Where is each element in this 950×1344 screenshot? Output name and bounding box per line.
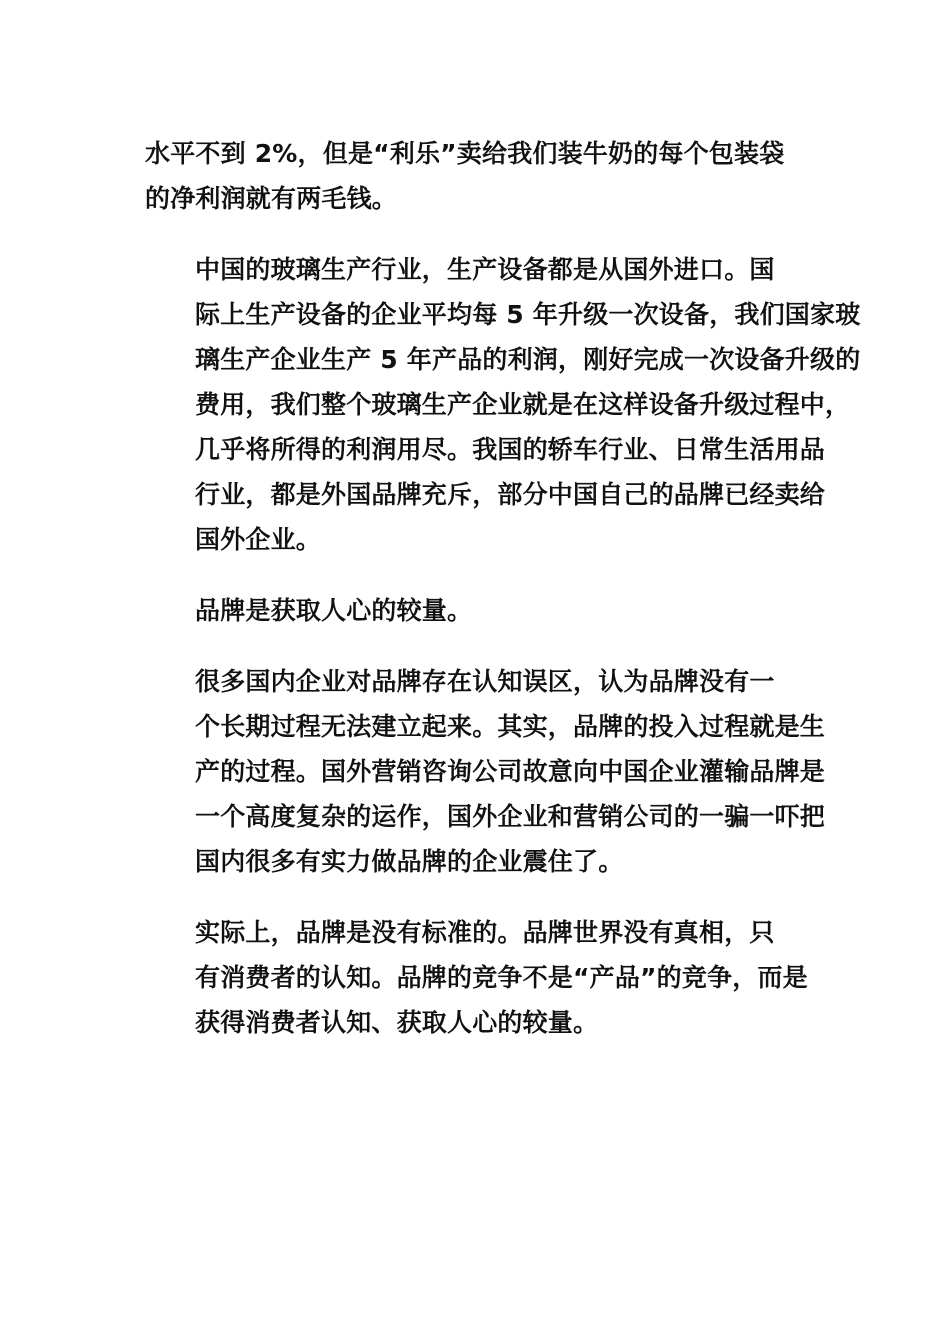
text-line: 璃生产企业生产 5 年产品的利润，刚好完成一次设备升级的: [195, 345, 861, 374]
text-line: 际上生产设备的企业平均每 5 年升级一次设备，我们国家玻: [195, 300, 861, 329]
text-line: 的净利润就有两毛钱。: [145, 184, 398, 213]
paragraph-gap: [145, 221, 813, 247]
paragraph-heading-brand: [145, 588, 813, 633]
paragraph-glass-industry: [145, 247, 861, 562]
text-line: 有消费者的认知。品牌的竞争不是“产品”的竞争，而是: [195, 963, 808, 992]
text-line: 费用，我们整个玻璃生产企业就是在这样设备升级过程中，: [195, 390, 851, 419]
paragraph-gap: [145, 562, 813, 588]
paragraph-gap: [145, 884, 813, 910]
text-line: 产的过程。国外营销咨询公司故意向中国企业灌输品牌是: [195, 757, 826, 786]
paragraph-brand-perception: [145, 910, 813, 1045]
text-line: 水平不到 2%，但是“利乐”卖给我们装牛奶的每个包装袋: [145, 139, 785, 168]
text-line: 中国的玻璃生产行业，生产设备都是从国外进口。国: [195, 255, 775, 284]
text-line: 个长期过程无法建立起来。其实，品牌的投入过程就是生: [195, 712, 826, 741]
paragraph-brand-misconception: [145, 659, 826, 884]
document-body: [145, 131, 861, 1045]
text-line: 很多国内企业对品牌存在认知误区，认为品牌没有一: [195, 667, 775, 696]
text-line: 品牌是获取人心的较量。: [195, 596, 473, 625]
text-line: 一个高度复杂的运作，国外企业和营销公司的一骗一吓把: [195, 802, 826, 831]
text-line: 国外企业。: [195, 525, 322, 554]
paragraph-gap: [145, 633, 813, 659]
paragraph-continuation: [145, 131, 813, 221]
text-line: 实际上，品牌是没有标准的。品牌世界没有真相，只: [195, 918, 775, 947]
text-line: 几乎将所得的利润用尽。我国的轿车行业、日常生活用品: [195, 435, 826, 464]
text-line: 获得消费者认知、获取人心的较量。: [195, 1008, 599, 1037]
text-line: 国内很多有实力做品牌的企业震住了。: [195, 847, 624, 876]
text-line: 行业，都是外国品牌充斥，部分中国自己的品牌已经卖给: [195, 480, 826, 509]
